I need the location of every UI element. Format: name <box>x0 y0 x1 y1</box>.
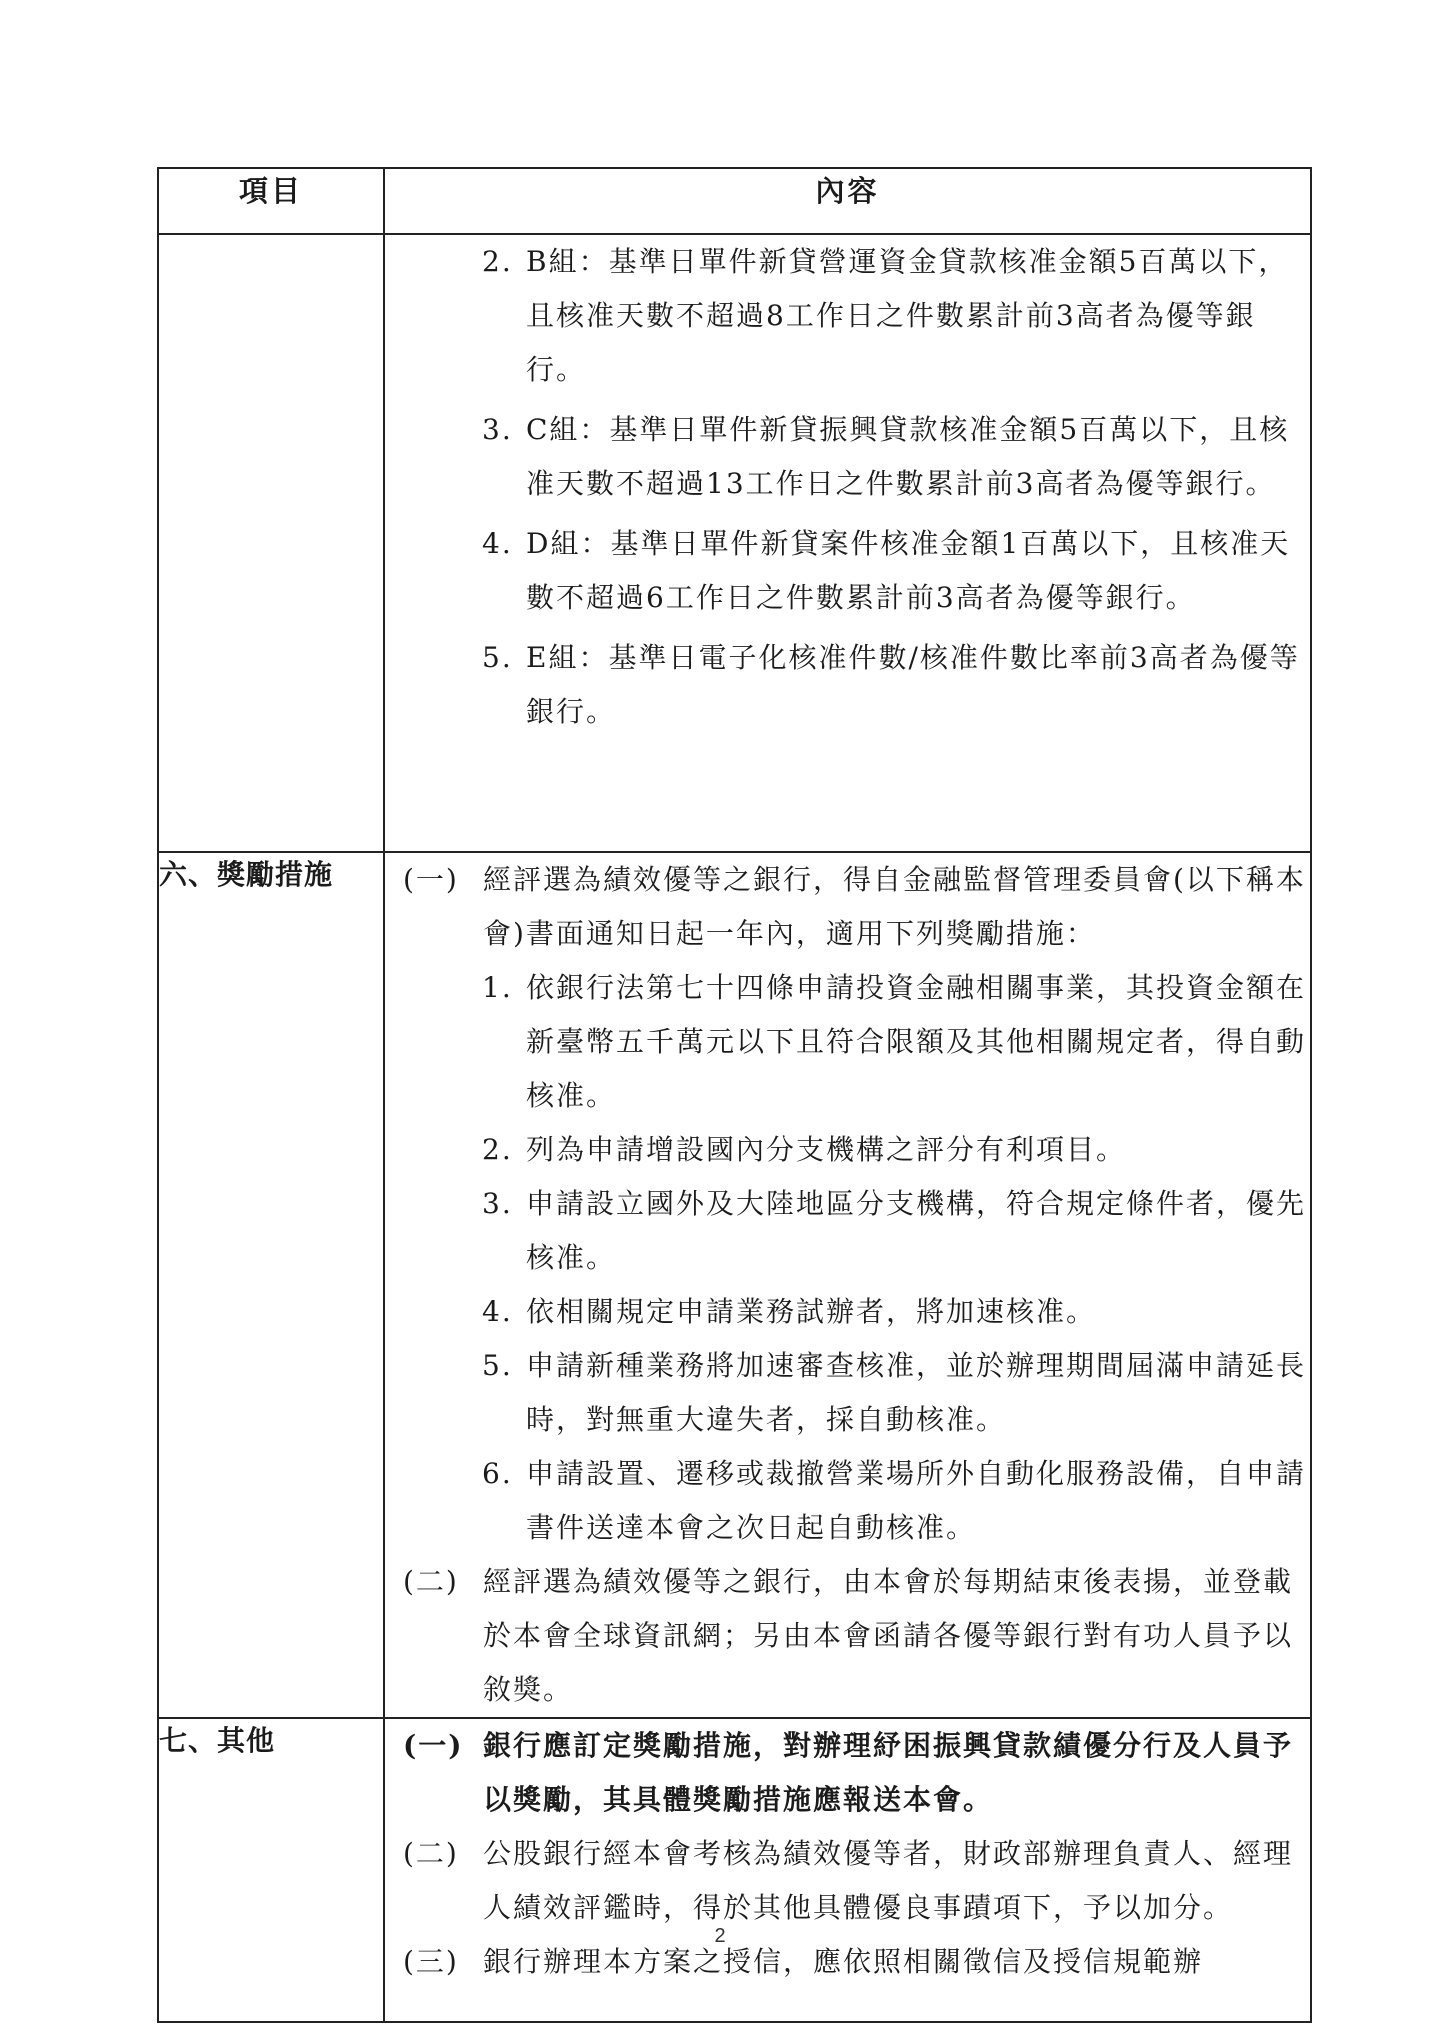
list-text: 申請新種業務將加速審查核准，並於辦理期間屆滿申請延長時，對無重大違失者，採自動核准。 <box>526 1349 1307 1436</box>
item-number: (一) <box>403 1729 464 1762</box>
list-text: 申請設立國外及大陸地區分支機構，符合規定條件者，優先核准。 <box>526 1187 1307 1274</box>
item-text: 經評選為績效優等之銀行，由本會於每期結束後表揚，並登載於本會全球資訊網；另由本會函請各優等銀行對有功人員予以敘獎。 <box>483 1565 1294 1706</box>
list-number: 2. <box>482 245 513 278</box>
list-text: C組：基準日單件新貸振興貸款核准金額5百萬以下，且核准天數不超過13工作日之件數累計前3高者為優等銀行。 <box>526 413 1290 500</box>
section7-item2 <box>385 1827 1310 1935</box>
list-item <box>385 1123 1310 1177</box>
section7-item1 <box>385 1719 1310 1827</box>
list-number: 4. <box>482 1295 513 1328</box>
item-text: 銀行辦理本方案之授信，應依照相關徵信及授信規範辦 <box>483 1945 1204 1978</box>
list-text: 申請設置、遷移或裁撤營業場所外自動化服務設備，自申請書件送達本會之次日起自動核准。 <box>526 1457 1307 1544</box>
list-item <box>385 961 1310 1123</box>
table-row-section7 <box>158 1718 1311 2022</box>
section7-label: 七、其他 <box>158 1718 384 2022</box>
row-content-continuation <box>384 234 1311 852</box>
item-text: 公股銀行經本會考核為績效優等者，財政部辦理負責人、經理人績效評鑑時，得於其他具體優良事蹟項下，予以加分。 <box>483 1837 1294 1924</box>
list-number: 4. <box>482 527 513 560</box>
table-row-section6 <box>158 852 1311 1718</box>
section7-content <box>384 1718 1311 2022</box>
list-text: 依銀行法第七十四條申請投資金融相關事業，其投資金額在新臺幣五千萬元以下且符合限額及其他相關規定者，得自動核准。 <box>526 971 1307 1112</box>
list-number: 2. <box>482 1133 513 1166</box>
list-text: E組：基準日電子化核准件數/核准件數比率前3高者為優等銀行。 <box>526 641 1300 728</box>
list-item <box>385 1447 1310 1555</box>
list-text: B組：基準日單件新貸營運資金貸款核准金額5百萬以下，且核准天數不超過8工作日之件數累計前3高者為優等銀行。 <box>526 245 1289 386</box>
section6-item2 <box>385 1555 1310 1717</box>
page-number: 2 <box>714 1925 726 1947</box>
section6-item1 <box>385 853 1310 961</box>
header-item: 項目 <box>158 168 384 234</box>
item-text: 銀行應訂定獎勵措施，對辦理紓困振興貸款績優分行及人員予以獎勵，其具體獎勵措施應報送本會。 <box>483 1729 1294 1816</box>
list-text: 依相關規定申請業務試辦者，將加速核准。 <box>526 1295 1097 1328</box>
item-number: (二) <box>403 1837 459 1870</box>
header-content: 內容 <box>384 168 1311 234</box>
list-item <box>385 235 1310 397</box>
item-number: (二) <box>403 1565 459 1598</box>
list-item <box>385 631 1310 739</box>
list-item <box>385 1285 1310 1339</box>
table-header-row <box>158 168 1311 234</box>
item-text: 經評選為績效優等之銀行，得自金融監督管理委員會(以下稱本會)書面通知日起一年內，適用下列獎勵措施： <box>483 863 1306 950</box>
row-label-empty <box>158 234 384 852</box>
list-number: 6. <box>482 1457 513 1490</box>
section6-content <box>384 852 1311 1718</box>
list-text: 列為申請增設國內分支機構之評分有利項目。 <box>526 1133 1127 1166</box>
list-item <box>385 517 1310 625</box>
table-row-continuation <box>158 234 1311 852</box>
list-number: 1. <box>482 971 513 1004</box>
list-number: 3. <box>482 1187 513 1220</box>
content-table <box>157 167 1312 2023</box>
list-text: D組：基準日單件新貸案件核准金額1百萬以下，且核准天數不超過6工作日之件數累計前3高者為優等銀行。 <box>526 527 1291 614</box>
list-number: 5. <box>482 641 513 674</box>
list-number: 3. <box>482 413 513 446</box>
list-item <box>385 403 1310 511</box>
list-item <box>385 1339 1310 1447</box>
list-number: 5. <box>482 1349 513 1382</box>
item-number: (三) <box>403 1945 459 1978</box>
section6-label: 六、獎勵措施 <box>158 852 384 1718</box>
item-number: (一) <box>403 863 459 896</box>
list-item <box>385 1177 1310 1285</box>
